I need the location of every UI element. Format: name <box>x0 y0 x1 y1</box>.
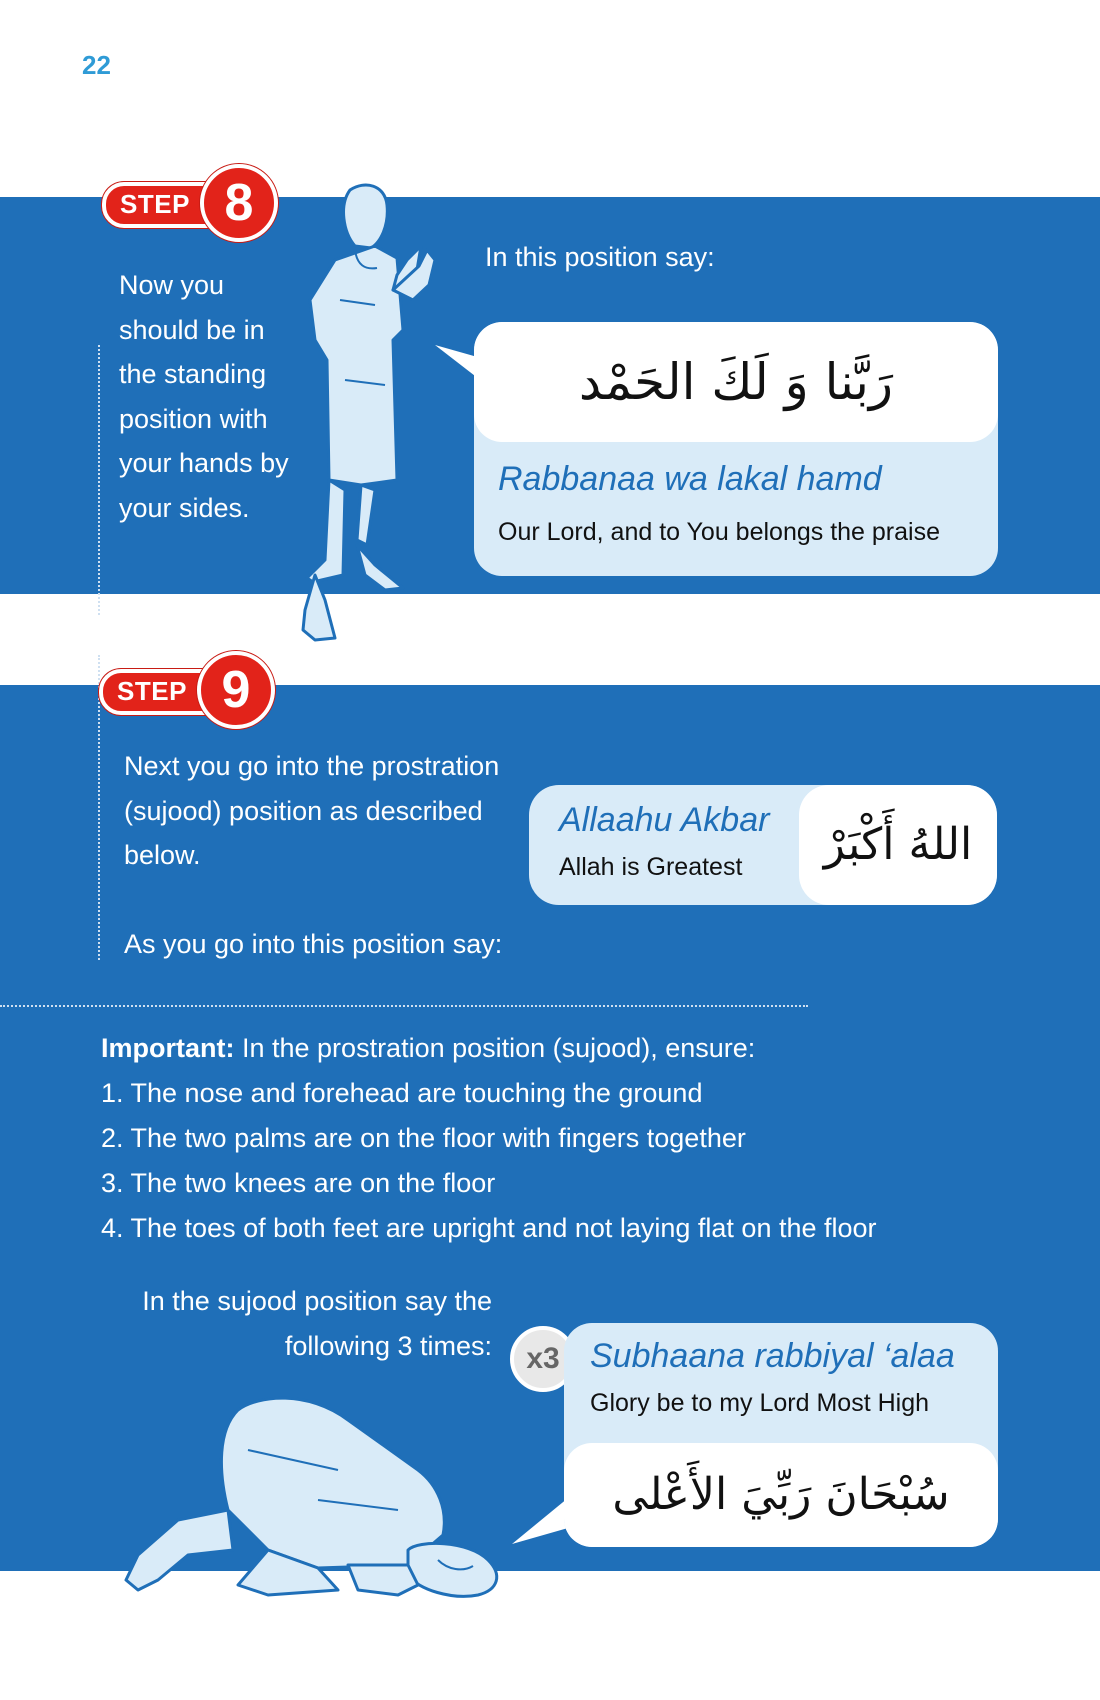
instruction-line: the standing <box>119 359 267 389</box>
step9-badge <box>99 661 279 719</box>
instruction-line: Next you go into the prostration <box>124 751 500 781</box>
takbir-card <box>529 785 997 905</box>
takbir-translation: Allah is Greatest <box>559 853 743 881</box>
step8-label: STEP <box>120 189 190 219</box>
important-intro <box>101 1026 1001 1071</box>
step8-number: 8 <box>200 164 278 242</box>
arabic-panel <box>474 322 998 442</box>
instruction-line: your sides. <box>119 492 250 523</box>
sujood-phrase-card <box>564 1323 998 1547</box>
step9-label: STEP <box>117 676 187 706</box>
sujood-arabic: سُبْحَانَ رَبِّيَ الأَعْلى <box>612 1469 950 1520</box>
takbir-arabic-panel <box>799 785 997 905</box>
important-item: 2. The two palms are on the floor with fingers together <box>101 1123 746 1153</box>
sujood-instruction <box>100 1279 492 1368</box>
instruction-line: Now you <box>119 270 225 300</box>
sujood-transliteration: Subhaana rabbiyal ‘alaa <box>590 1337 955 1375</box>
step8-say-label: In this position say: <box>485 242 715 272</box>
step8-phrase-card <box>474 322 998 576</box>
important-section <box>101 1026 1001 1251</box>
page-number: 22 <box>82 50 111 80</box>
instruction-line: your hands by <box>119 448 289 478</box>
speech-pointer <box>510 1488 570 1548</box>
sujood-translation: Glory be to my Lord Most High <box>590 1389 930 1417</box>
step9-number: 9 <box>197 651 275 729</box>
step8-dotted-line <box>98 345 100 615</box>
prostrating-person-icon <box>118 1390 508 1610</box>
repeat-count-badge: x3 <box>510 1326 576 1392</box>
sujood-arabic-panel <box>564 1443 998 1547</box>
step8-translation: Our Lord, and to You belongs the praise <box>498 518 940 546</box>
important-item: 3. The two knees are on the floor <box>101 1168 496 1198</box>
instruction-line: position with <box>119 403 268 434</box>
step8-badge <box>102 174 282 232</box>
step9-instruction <box>124 744 544 878</box>
instruction-line: should be in <box>119 314 265 345</box>
sujood-line: following 3 times: <box>284 1330 492 1361</box>
takbir-transliteration: Allaahu Akbar <box>559 801 770 839</box>
important-item: 1. The nose and forehead are touching the ground <box>101 1078 703 1108</box>
instruction-line: below. <box>124 840 201 870</box>
takbir-arabic: اللهُ أَكْبَرْ <box>823 819 973 870</box>
step8-transliteration: Rabbanaa wa lakal hamd <box>498 460 882 498</box>
step8-instruction <box>119 263 319 530</box>
section-divider <box>0 1005 808 1007</box>
important-label: Important: <box>101 1033 235 1063</box>
important-item: 4. The toes of both feet are upright and not laying flat on the floor <box>101 1213 877 1243</box>
important-intro-text: In the prostration position (sujood), ensure: <box>234 1033 756 1063</box>
sujood-line: In the sujood position say the <box>142 1286 492 1316</box>
step8-arabic: رَبَّنا وَ لَكَ الحَمْد <box>578 353 894 411</box>
instruction-line: (sujood) position as described <box>124 795 483 826</box>
step9-say-label: As you go into this position say: <box>124 929 503 959</box>
